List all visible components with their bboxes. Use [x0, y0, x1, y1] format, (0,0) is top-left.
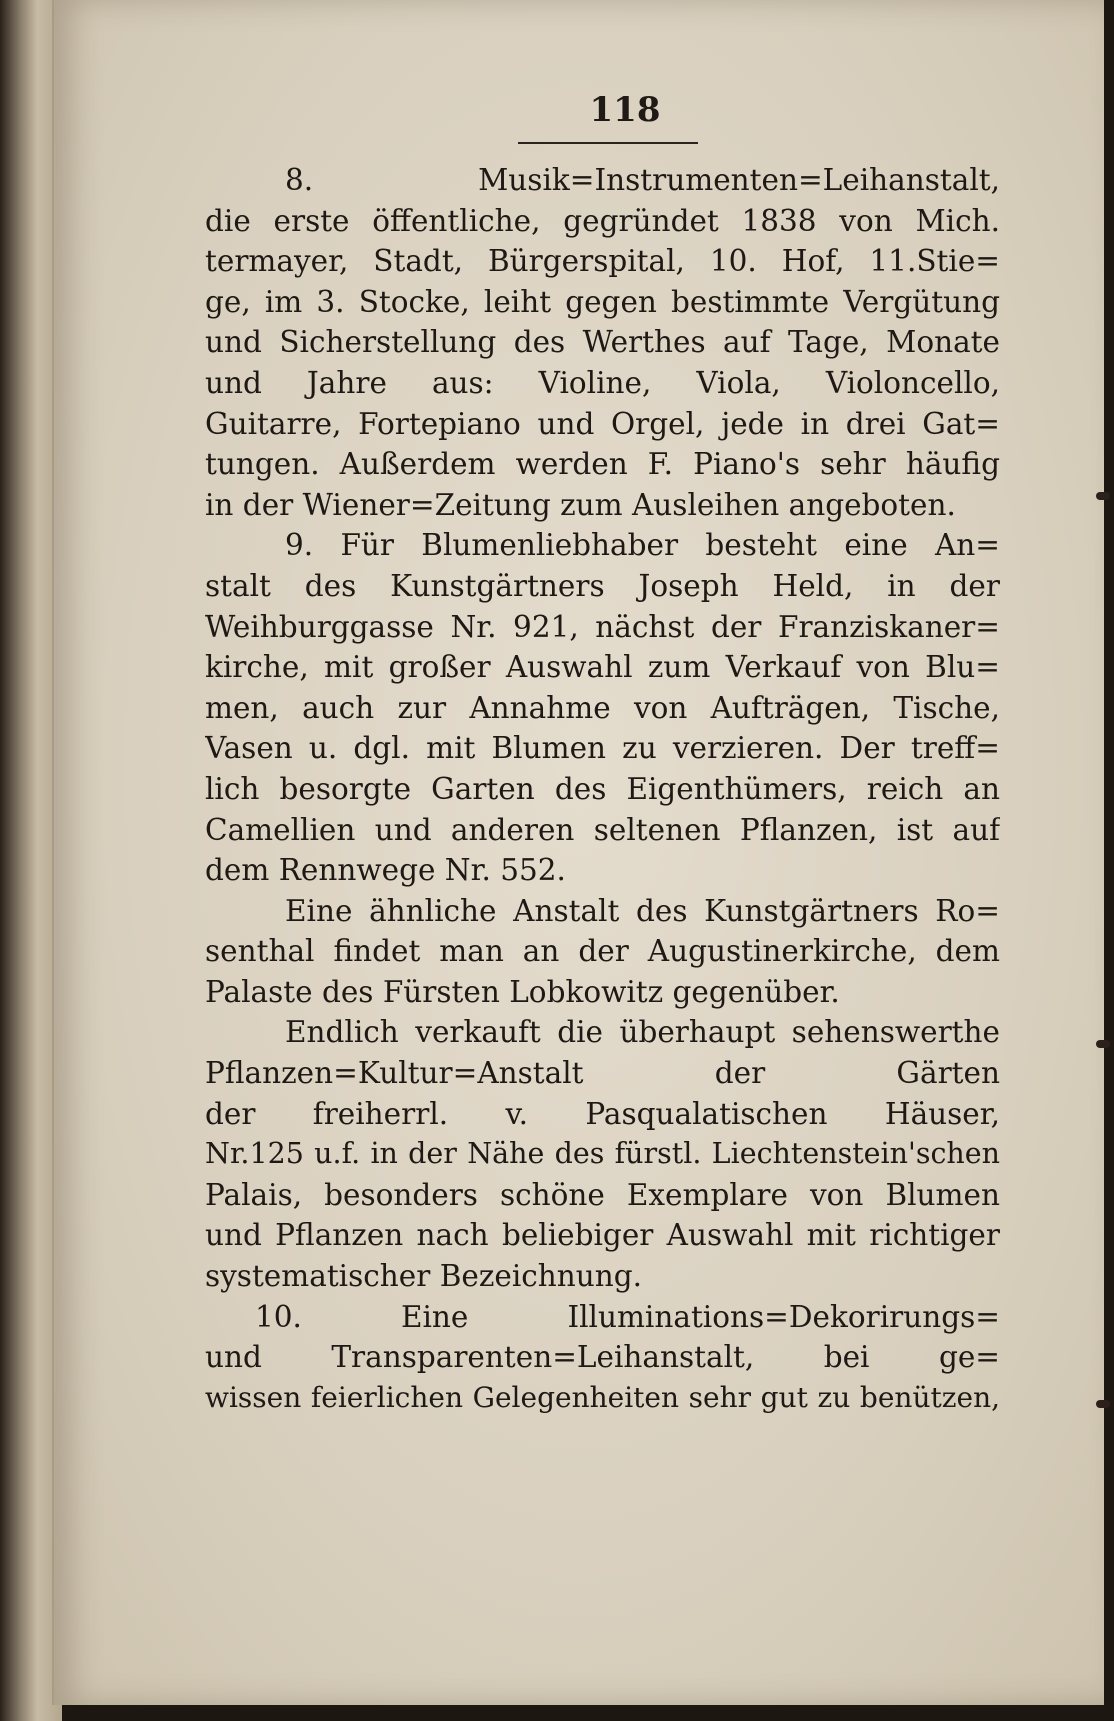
text-line: Eine ähnliche Anstalt des Kunstgärtners Ro=: [285, 893, 1000, 928]
text-line: kirche, mit großer Auswahl zum Verkauf von Blu=: [205, 650, 1000, 685]
binding-thread-mark: [1096, 1040, 1110, 1048]
text-line: Weihburggasse Nr. 921, nächst der Franziskaner=: [205, 609, 1000, 644]
text-line: Palais, besonders schöne Exemplare von Blumen: [205, 1177, 1000, 1212]
text-line: dem Rennwege Nr. 552.: [205, 853, 566, 888]
text-line: Guitarre, Fortepiano und Orgel, jede in drei Gat=: [205, 406, 1000, 441]
page-number: 118: [589, 90, 661, 130]
text-line: und Sicherstellung des Werthes auf Tage, Monate: [205, 325, 1000, 360]
text-line: Vasen u. dgl. mit Blumen zu verzieren. Der treff=: [205, 731, 1000, 766]
text-line: lich besorgte Garten des Eigenthümers, reich an: [205, 771, 1000, 806]
text-line: und Transparenten=Leihanstalt, bei ge=: [205, 1340, 1000, 1375]
text-line: men, auch zur Annahme von Aufträgen, Tische,: [205, 690, 1000, 725]
text-line: in der Wiener=Zeitung zum Ausleihen angeboten.: [205, 487, 956, 522]
text-line: stalt des Kunstgärtners Joseph Held, in der: [205, 568, 1000, 603]
header-rule: [518, 142, 698, 144]
binding-thread-mark: [1096, 1400, 1110, 1408]
text-line: Nr.125 u.f. in der Nähe des fürstl. Liechtenstein'schen: [205, 1137, 1000, 1171]
text-line: senthal findet man an der Augustinerkirche, dem: [205, 934, 1000, 969]
text-line: 9. Für Blumenliebhaber besteht eine An=: [285, 528, 1000, 563]
text-line: wissen feierlichen Gelegenheiten sehr gut zu benützen,: [205, 1380, 1000, 1414]
text-line: 8. Musik=Instrumenten=Leihanstalt,: [285, 163, 1000, 197]
text-line: Pflanzen=Kultur=Anstalt der Gärten: [205, 1056, 1000, 1091]
text-line: termayer, Stadt, Bürgerspital, 10. Hof, 11.Stie=: [205, 244, 1000, 279]
text-line: ge, im 3. Stocke, leiht gegen bestimmte Vergütung: [205, 284, 1000, 319]
text-line: systematischer Bezeichnung.: [205, 1259, 643, 1294]
body-text: [205, 160, 1000, 1418]
text-line: tungen. Außerdem werden F. Piano's sehr häufig: [205, 447, 1000, 482]
text-line: der freiherrl. v. Pasqualatischen Häuser,: [205, 1096, 1000, 1131]
text-line: Endlich verkauft die überhaupt sehenswerthe: [285, 1015, 1000, 1050]
text-line: und Jahre aus: Violine, Viola, Violoncello,: [205, 365, 1000, 400]
text-line: die erste öffentliche, gegründet 1838 von Mich.: [205, 203, 1000, 238]
text-line: Camellien und anderen seltenen Pflanzen, ist auf: [205, 812, 1000, 847]
text-line: und Pflanzen nach beliebiger Auswahl mit richtiger: [205, 1218, 1000, 1253]
text-line: Palaste des Fürsten Lobkowitz gegenüber.: [205, 974, 840, 1009]
binding-thread-mark: [1096, 492, 1110, 500]
text-line: 10. Eine Illuminations=Dekorirungs=: [255, 1299, 1000, 1334]
